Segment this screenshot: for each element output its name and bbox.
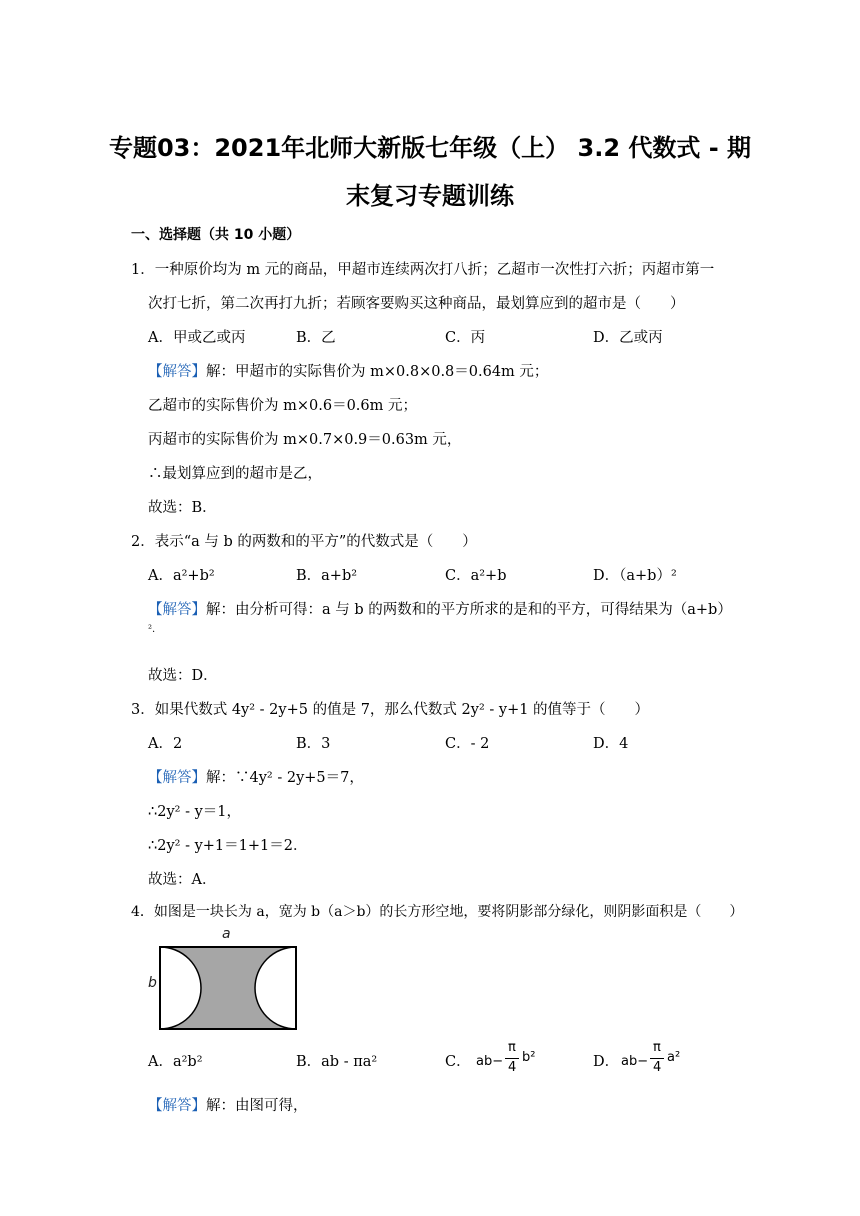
section-header: 一、选择题（共 10 小题） bbox=[131, 227, 301, 243]
q4-option-c-prefix: C． bbox=[445, 1054, 471, 1070]
q4-option-b: B．ab - πa² bbox=[296, 1054, 378, 1070]
q2-stem: 2．表示“a 与 b 的两数和的平方”的代数式是（ ） bbox=[131, 534, 477, 550]
q2-option-c: C．a²+b bbox=[445, 568, 507, 584]
q2-solution-line2: ². bbox=[148, 624, 156, 635]
q1-solution-line2: 乙超市的实际售价为 m×0.6＝0.6m 元； bbox=[148, 398, 417, 414]
q1-solution-line3: 丙超市的实际售价为 m×0.7×0.9＝0.63m 元， bbox=[148, 432, 462, 448]
q1-choice: 故选：B． bbox=[148, 500, 217, 516]
q3-option-b: B．3 bbox=[296, 736, 331, 752]
q2-choice: 故选：D． bbox=[148, 668, 218, 684]
q1-option-d: D．乙或丙 bbox=[593, 330, 663, 346]
figure-label-b: b bbox=[148, 975, 157, 991]
q2-option-d: D．（a+b）² bbox=[593, 568, 677, 584]
q4-stem: 4．如图是一块长为 a，宽为 b（a＞b）的长方形空地，要将阴影部分绿化，则阴影面积是（ ） bbox=[131, 904, 744, 920]
answer-tag: 【解答】 bbox=[148, 364, 206, 380]
figure-label-a: a bbox=[222, 926, 231, 942]
q3-option-a: A．2 bbox=[148, 736, 183, 752]
q3-solution-line2: ∴2y² - y＝1， bbox=[148, 804, 241, 820]
answer-tag: 【解答】 bbox=[148, 602, 206, 618]
q1-stem-line1: 1．一种原价均为 m 元的商品，甲超市连续两次打八折；乙超市一次性打六折；丙超市第一 bbox=[131, 262, 715, 278]
q1-option-b: B．乙 bbox=[296, 330, 336, 346]
q1-option-c: C．丙 bbox=[445, 330, 486, 346]
q3-option-d: D．4 bbox=[593, 736, 629, 752]
answer-tag: 【解答】 bbox=[148, 770, 206, 786]
q1-option-a: A．甲或乙或丙 bbox=[148, 330, 246, 346]
q2-option-a: A．a²+b² bbox=[148, 568, 215, 584]
q3-solution-line3: ∴2y² - y+1＝1+1＝2． bbox=[148, 838, 308, 854]
q3-option-c: C．- 2 bbox=[445, 736, 490, 752]
rectangle-figure bbox=[158, 945, 298, 1031]
q1-solution-line1: 【解答】解：甲超市的实际售价为 m×0.8×0.8＝0.64m 元； bbox=[148, 364, 549, 380]
q4-option-d-prefix: D． bbox=[593, 1054, 620, 1070]
q3-solution-line1: 【解答】解：∵4y² - 2y+5＝7， bbox=[148, 770, 364, 786]
q4-option-a: A．a²b² bbox=[148, 1054, 203, 1070]
page-title-line1: 专题03：2021年北师大新版七年级（上） 3.2 代数式 - 期 bbox=[108, 134, 752, 162]
q3-stem: 3．如果代数式 4y² - 2y+5 的值是 7，那么代数式 2y² - y+1 的值等于（ ） bbox=[131, 702, 650, 718]
q2-option-b: B．a+b² bbox=[296, 568, 358, 584]
q2-solution-line1: 【解答】解：由分析可得：a 与 b 的两数和的平方所求的是和的平方，可得结果为（a+b） bbox=[148, 602, 732, 618]
answer-tag: 【解答】 bbox=[148, 1098, 206, 1114]
q3-choice: 故选：A． bbox=[148, 872, 217, 888]
q1-stem-line2: 次打七折，第二次再打九折；若顾客要购买这种商品，最划算应到的超市是（ ） bbox=[148, 296, 685, 312]
page-title-line2: 末复习专题训练 bbox=[346, 182, 514, 210]
q4-solution-line1: 【解答】解：由图可得， bbox=[148, 1098, 308, 1114]
q1-solution-line4: ∴最划算应到的超市是乙， bbox=[148, 466, 322, 482]
